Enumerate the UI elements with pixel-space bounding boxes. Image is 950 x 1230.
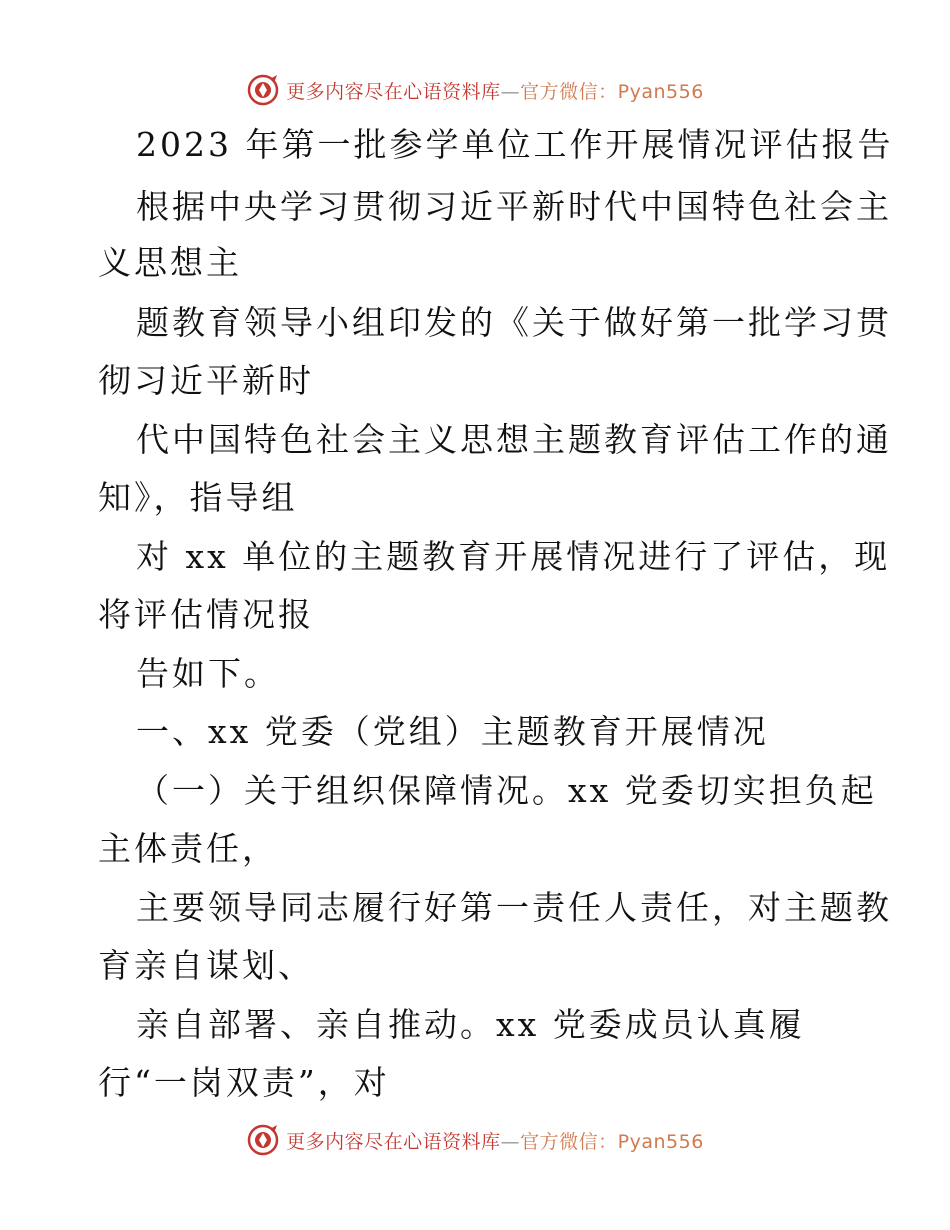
text-line: 代中国特色社会主义思想主题教育评估工作的通 [136,420,892,459]
section-heading: 一、xx 党委（党组）主题教育开展情况 [136,712,769,751]
text-line: 将评估情况报 [98,595,314,634]
text-line: 告如下。 [136,654,280,693]
watermark-separator: — [500,1130,521,1153]
text-line: 主要领导同志履行好第一责任人责任，对主题教 [136,888,892,927]
text-line: 题教育领导小组印发的《关于做好第一批学习贯 [136,303,892,342]
watermark-contact: 官方微信：Pyan556 [520,1130,704,1153]
brand-logo-icon [246,1123,280,1157]
watermark-brand: 更多内容尽在心语资料库 [286,1130,501,1153]
text-line: 知》，指导组 [98,478,298,517]
text-line: 义思想主 [98,243,242,282]
watermark-separator: — [500,80,521,103]
watermark-text [286,1127,704,1154]
text-line: 育亲自谋划、 [98,946,314,985]
text-line: 彻习近平新时 [98,361,314,400]
watermark-contact: 官方微信：Pyan556 [520,80,704,103]
watermark-footer [0,1120,950,1160]
document-title: 2023 年第一批参学单位工作开展情况评估报告 [136,125,894,164]
text-line: 亲自部署、亲自推动。xx 党委成员认真履 [136,1005,805,1044]
text-line: （一）关于组织保障情况。xx 党委切实担负起 [136,771,877,810]
text-line: 根据中央学习贯彻习近平新时代中国特色社会主 [136,187,892,226]
watermark-brand: 更多内容尽在心语资料库 [286,80,501,103]
text-line: 对 xx 单位的主题教育开展情况进行了评估，现 [136,537,891,576]
text-line: 主体责任， [98,829,278,868]
text-line: 行“一岗双责”，对 [98,1063,390,1102]
